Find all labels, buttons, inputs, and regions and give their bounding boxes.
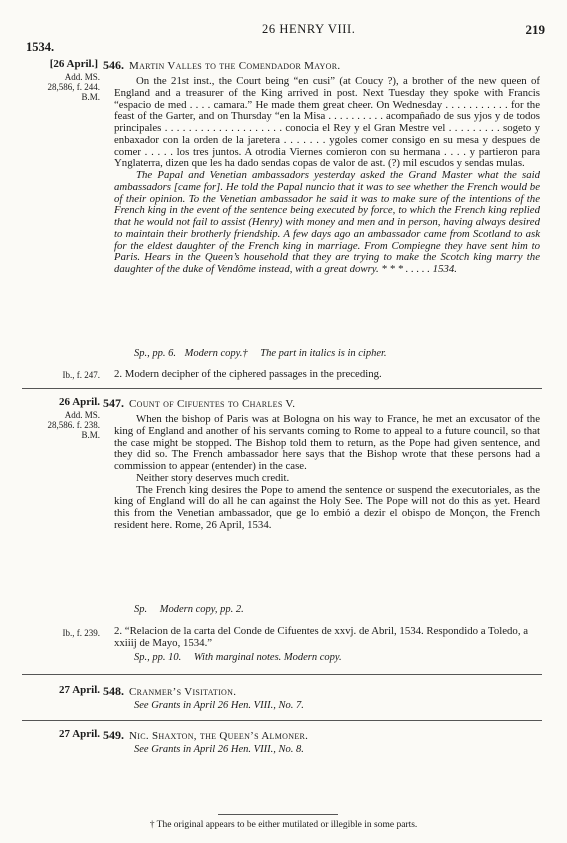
entry-546-ref-3: B.M. <box>81 92 100 102</box>
entry-547-number: 547. <box>103 396 124 410</box>
entry-546-title: Martin Valles to the Comendador Mayor. <box>129 60 341 72</box>
entry-549-heading <box>103 728 308 743</box>
entry-548-title: Cranmer’s Visitation. <box>129 686 237 698</box>
entry-547-2-source <box>134 652 342 664</box>
entry-546-ref-2: 28,586, f. 244. <box>47 82 100 92</box>
entry-547-source <box>134 604 244 616</box>
entry-549-title: Nic. Shaxton, the Queen’s Almoner. <box>129 730 309 742</box>
entry-546-source <box>134 348 387 360</box>
entry-547-title: Count of Cifuentes to Charles V. <box>129 398 296 410</box>
entry-548-heading <box>103 684 236 699</box>
entry-546-cipher-paragraph: The Papal and Venetian ambassadors yesterday asked the Grand Master what the said ambassadors [came for]. He told the Papal nuncio that it was to see whether the French would be of their opinion. To the Venetian ambassador he said it was to make sure of the intentions of the French king in the event of the sentence being executed by force, to which the French king replied that he would not fail to assist (Henry) with money and men and in person, having always desired to maintain their brotherly friendship. A few days ago an ambassador came from Scotland to ask for the eldest daughter of the French king in marriage. From Compiegne they have sent him to Paris. Hears in the Queen’s household that they are trying to make the Scotch king marry the daughter of the duke of Vendôme instead, with a great dowry. * * * . . . . . 1534. <box>114 169 540 275</box>
entry-549-see <box>134 744 304 756</box>
entry-549-date: 27 April. <box>59 728 100 740</box>
entry-547-2-source-sp: Sp., pp. 10. <box>134 652 182 663</box>
entry-546-heading <box>103 58 340 73</box>
separator-rule <box>22 674 542 675</box>
entry-547-ref-1: Add. MS. <box>64 410 100 420</box>
entry-547-body <box>114 414 540 532</box>
page-header <box>0 22 567 40</box>
entry-548-see-text: See Grants in April 26 Hen. VIII., No. 7. <box>134 700 304 711</box>
entry-547-2-text: 2. “Relacion de la carta del Conde de Cifuentes de xxvj. de Abril, 1534. Respondido a Toledo, a xxiiij de Mayo, 1534.” <box>114 625 529 649</box>
entry-548-see <box>134 700 304 712</box>
entry-549-number: 549. <box>103 728 124 742</box>
footnote-rule <box>218 814 338 815</box>
entry-546-source-copy: Modern copy.† <box>184 348 248 359</box>
entry-546-ref-1: Add. MS. <box>64 72 100 82</box>
entry-546-body <box>114 76 540 276</box>
entry-547-paragraph-2: Neither story deserves much credit. <box>136 471 290 484</box>
entry-547-ref-2: 28,586. f. 238. <box>47 420 100 430</box>
entry-547-ref-3: B.M. <box>81 430 100 440</box>
running-head: 26 HENRY VIII. <box>262 22 356 36</box>
entry-546-2-text: 2. Modern decipher of the ciphered passages in the preceding. <box>114 368 382 380</box>
page-number: 219 <box>525 22 545 37</box>
entry-546-source-sp: Sp., pp. 6. <box>134 348 176 359</box>
year-label: 1534. <box>26 40 55 54</box>
entry-547-2-source-note: With marginal notes. Modern copy. <box>193 652 342 663</box>
entry-546-2-ref: Ib., f. 247. <box>62 370 100 380</box>
entry-547-2-ref: Ib., f. 239. <box>62 628 100 638</box>
entry-546-date: [26 April.] <box>49 58 98 70</box>
entry-549-see-text: See Grants in April 26 Hen. VIII., No. 8. <box>134 744 304 755</box>
entry-548-number: 548. <box>103 684 124 698</box>
entry-546-source-note: The part in italics is in cipher. <box>260 348 387 359</box>
entry-547-source-copy: Modern copy, pp. 2. <box>159 604 244 615</box>
entry-546-number: 546. <box>103 58 124 72</box>
entry-547-paragraph-3: The French king desires the Pope to amend the sentence or suspend the executoriales, as the king of England will do all he can against the Holy See. The Pope will not do this as yet. Heard this from the Venetian ambassador, que ge lo embió a dezir el obispo de Monçon, the French resident here. Rome, 26 April, 1534. <box>114 483 540 531</box>
entry-547-source-sp: Sp. <box>134 604 148 615</box>
entry-548-date: 27 April. <box>59 684 100 696</box>
entry-546-paragraph: On the 21st inst., the Court being “en cusi” (at Coucy ?), a brother of the new queen of England and a treasurer of the King arrived in post. Next Tuesday they spoke with Francis “espacio de med . . . . camara.” He made them great cheer. On Wednesday . . . . . . . . . . . for the feast of the Garter, and on Thursday “en la Misa . . . . . . . . . . acompañado de sus yjos y de todos principales . . . . . . . . . . . . . . . . . . . . conocia el Rey y el Gran Mestre vel . . . . . . . . . sogeto y enbaxador con la orden de la jaretera . . . . . . . ygoles comer consigo en su mesa y despues de comer . . . . . los tres juntos. A otrodia Viernes comieron con su hermana . . . . y partieron para Ynglaterra, dizen que les ha dado sendas copas de valor de ast. (?) mil escudos y sendas mulas. <box>114 75 540 170</box>
entry-547-date: 26 April. <box>59 396 100 408</box>
separator-rule <box>22 720 542 721</box>
entry-547-paragraph-1: When the bishop of Paris was at Bologna on his way to France, he met an excusator of the king of England and another of his servants coming to Rome to appeal to a future council, so that the case might be stopped. The Bishop told them to return, as the Pope had given sentence, and they did so. The French ambassador here says that the Bishop wrote that these persons had a commission to appear (entender) in the case. <box>114 413 540 472</box>
footnote: † The original appears to be either mutilated or illegible in some parts. <box>149 820 418 830</box>
separator-rule <box>22 388 542 389</box>
entry-547-heading <box>103 396 295 411</box>
